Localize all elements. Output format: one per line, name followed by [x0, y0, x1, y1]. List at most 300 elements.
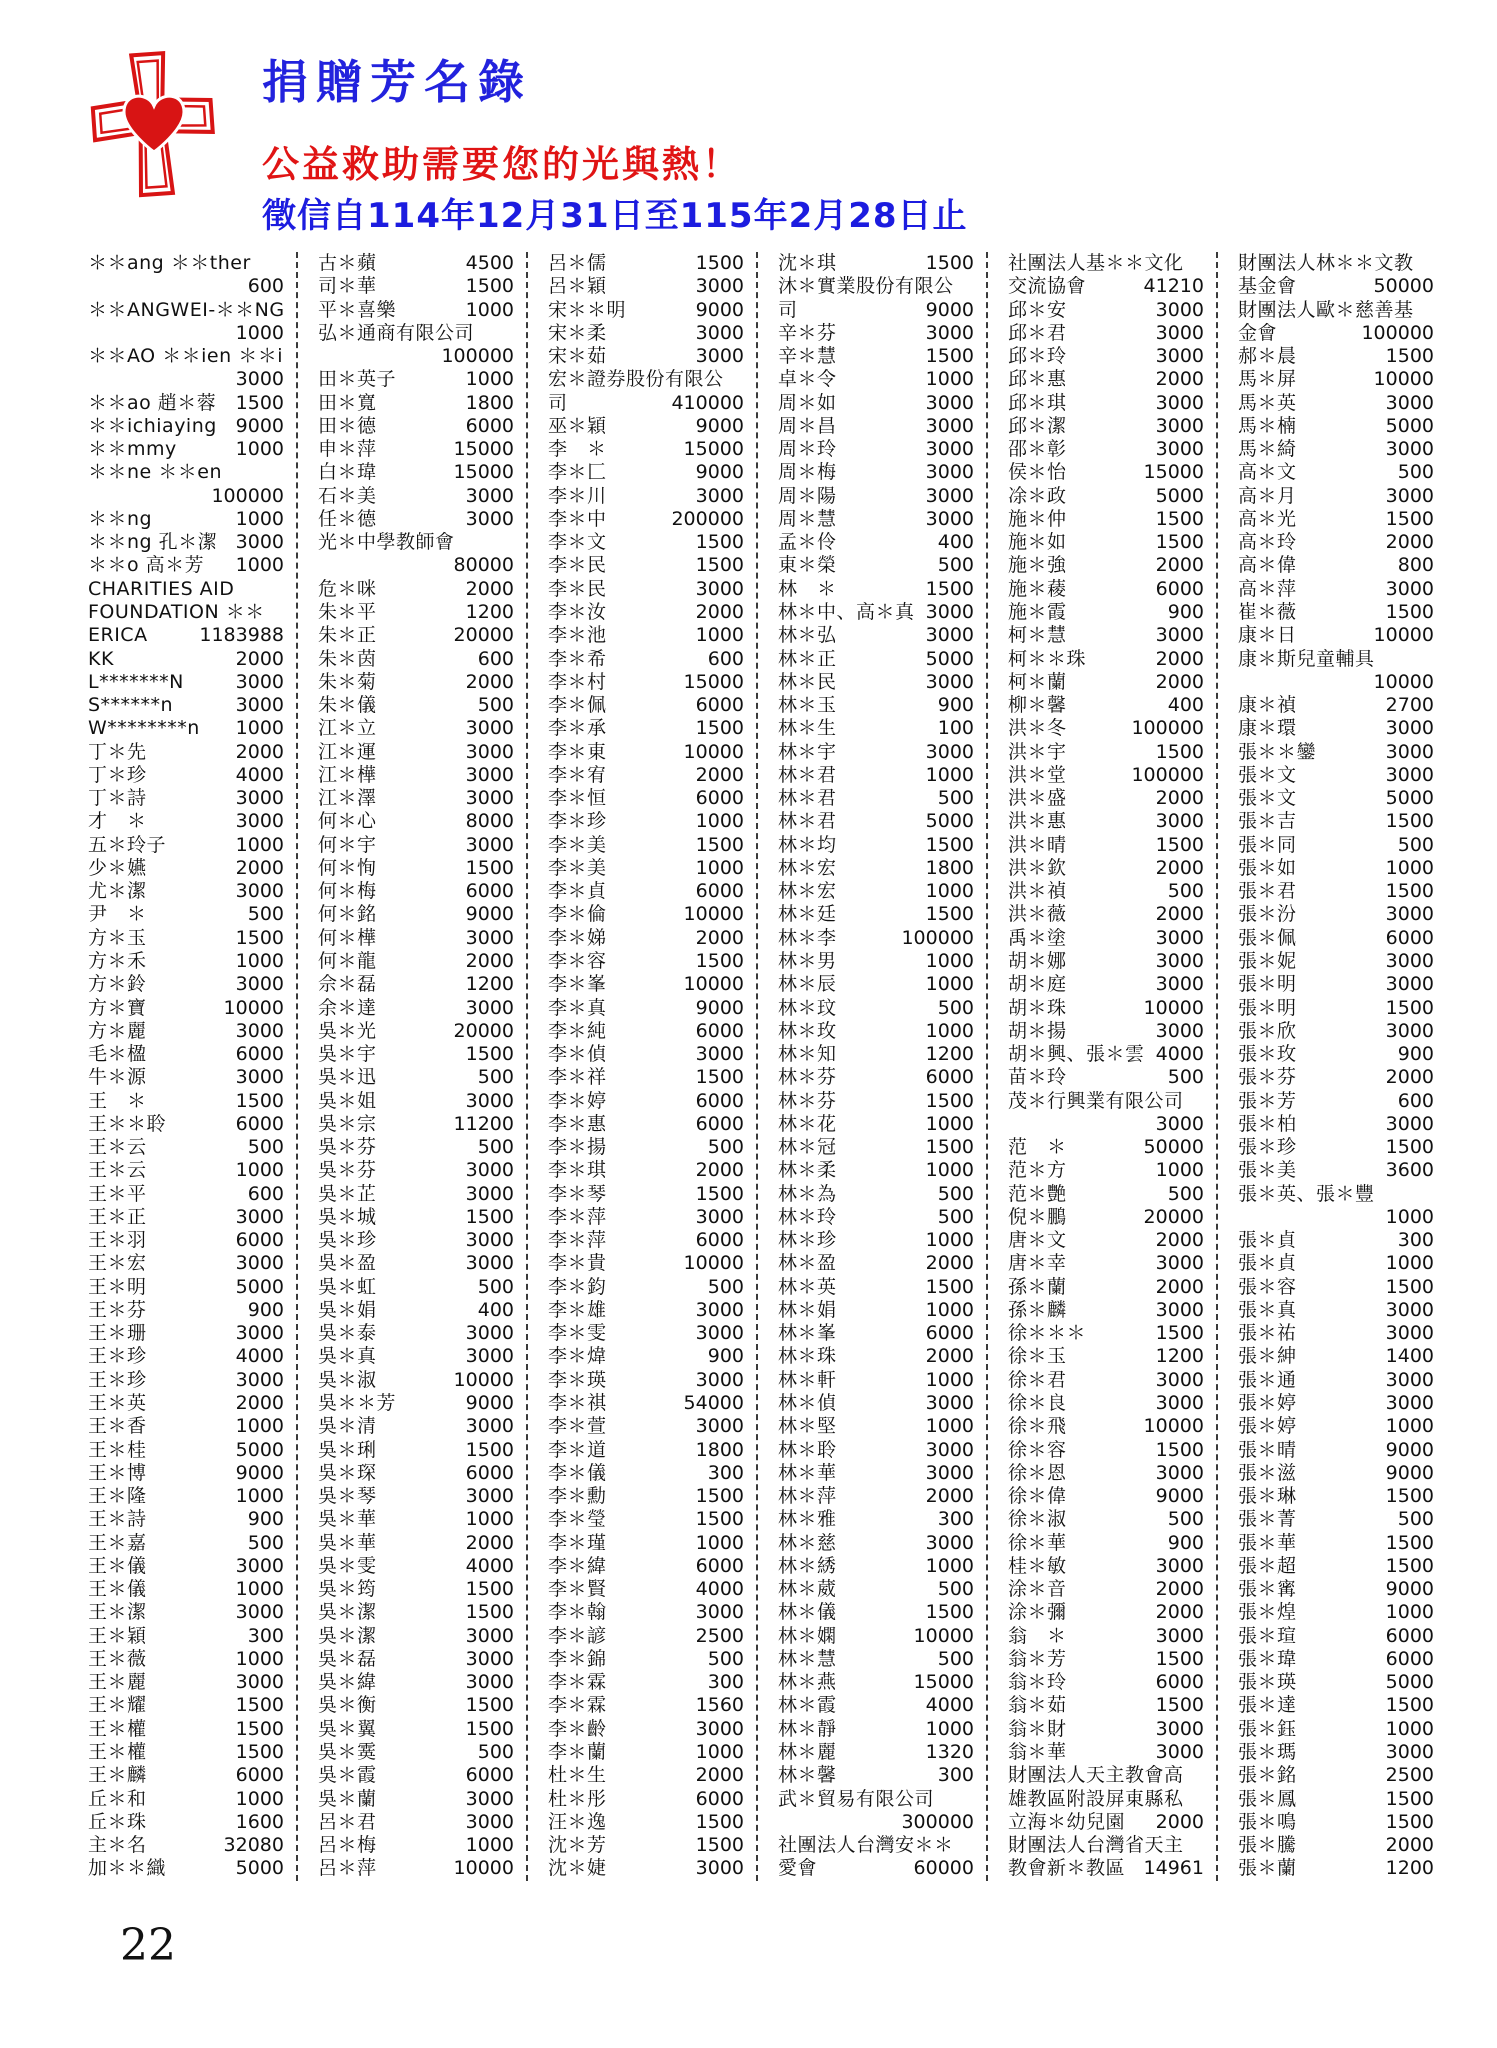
donor-row — [1238, 299, 1434, 322]
donor-row — [548, 1555, 744, 1578]
donor-name: 宋＊＊明 — [548, 298, 627, 321]
donor-row — [548, 1834, 744, 1857]
donor-name: 翁＊玲 — [1008, 1671, 1067, 1694]
donor-row — [778, 1252, 974, 1275]
donor-name: 李＊萍 — [548, 1229, 607, 1252]
donation-amount: 3000 — [1385, 903, 1434, 926]
donation-amount: 900 — [1167, 1531, 1204, 1554]
donor-row — [1008, 1485, 1204, 1508]
donation-amount: 3000 — [1155, 1112, 1204, 1135]
donor-name: 李＊勳 — [548, 1485, 607, 1508]
donation-amount: 9000 — [465, 1392, 514, 1415]
donor-name: 凃＊政 — [1008, 484, 1067, 507]
donor-row — [318, 601, 514, 624]
donation-amount: 5000 — [235, 1857, 284, 1880]
donor-name: 施＊強 — [1008, 554, 1067, 577]
donor-name: 張＊瑛 — [1238, 1671, 1297, 1694]
donation-amount: 500 — [247, 1136, 284, 1159]
donor-row — [88, 299, 284, 322]
donation-amount: 2000 — [925, 1485, 974, 1508]
donor-name: 張＊達 — [1238, 1694, 1297, 1717]
donation-amount: 10000 — [1373, 670, 1434, 693]
donor-row — [778, 787, 974, 810]
donor-name: 危＊咪 — [318, 577, 377, 600]
donor-row — [778, 717, 974, 740]
donor-name: 何＊宇 — [318, 833, 377, 856]
donation-amount: 3000 — [695, 1322, 744, 1345]
donation-amount: 3000 — [465, 1182, 514, 1205]
donation-amount: 1500 — [1155, 1322, 1204, 1345]
donor-row — [548, 601, 744, 624]
donation-amount: 10000 — [683, 740, 744, 763]
donor-name: 呂＊君 — [318, 1810, 377, 1833]
donor-row — [1238, 1090, 1434, 1113]
donation-amount: 1500 — [1385, 1554, 1434, 1577]
donor-row — [88, 1578, 284, 1601]
donor-name: 張＊貞 — [1238, 1252, 1297, 1275]
donor-row — [318, 1113, 514, 1136]
donation-amount: 3000 — [1155, 1392, 1204, 1415]
donation-amount: 3000 — [925, 670, 974, 693]
donor-row — [318, 834, 514, 857]
donation-amount: 4000 — [925, 1694, 974, 1717]
donor-name: 田＊英子 — [318, 368, 397, 391]
donor-name: 申＊萍 — [318, 438, 377, 461]
donation-amount: 3000 — [235, 1554, 284, 1577]
donor-row — [88, 694, 284, 717]
donor-row — [1008, 1229, 1204, 1252]
donor-name: 范＊艷 — [1008, 1182, 1067, 1205]
donor-name: 丁＊詩 — [88, 787, 147, 810]
donation-amount: 9000 — [695, 461, 744, 484]
donation-amount: 50000 — [1143, 1136, 1204, 1159]
donation-amount: 6000 — [235, 1764, 284, 1787]
donor-row — [1008, 1439, 1204, 1462]
donation-amount: 3000 — [695, 1043, 744, 1066]
donation-amount: 3000 — [925, 1438, 974, 1461]
donor-row — [1008, 1648, 1204, 1671]
donor-row — [1008, 252, 1204, 275]
donor-name: 吳＊芷 — [318, 1182, 377, 1205]
donor-row — [548, 764, 744, 787]
donor-name: 張＊明 — [1238, 973, 1297, 996]
donation-amount: 1500 — [925, 903, 974, 926]
donor-name: 孫＊蘭 — [1008, 1275, 1067, 1298]
donor-row — [1238, 1694, 1434, 1717]
donor-row — [778, 485, 974, 508]
donor-row — [778, 1811, 974, 1834]
donor-column-5 — [986, 252, 1204, 1881]
donation-amount: 5000 — [925, 810, 974, 833]
donor-name: 張＊柏 — [1238, 1112, 1297, 1135]
donor-row — [548, 741, 744, 764]
donor-row — [88, 554, 284, 577]
donor-row — [778, 1648, 974, 1671]
donor-name: 吳＊芬 — [318, 1159, 377, 1182]
donor-row — [1238, 461, 1434, 484]
donation-amount: 2000 — [695, 1764, 744, 1787]
donor-name: 張＊君 — [1238, 880, 1297, 903]
donor-name: 范＊方 — [1008, 1159, 1067, 1182]
donor-row — [318, 554, 514, 577]
donation-amount: 900 — [1397, 1043, 1434, 1066]
donor-name: 馬＊屏 — [1238, 368, 1297, 391]
donor-name: ＊＊o 高＊芳 — [88, 554, 205, 577]
donor-name: 張＊瑄 — [1238, 1624, 1297, 1647]
donation-amount: 900 — [1167, 600, 1204, 623]
donor-name: 張＊真 — [1238, 1298, 1297, 1321]
donor-row — [548, 1066, 744, 1089]
donor-name: 金會 — [1238, 321, 1278, 344]
donor-name: 胡＊興、張＊雲 — [1008, 1043, 1145, 1066]
donor-name: 王＊薇 — [88, 1647, 147, 1670]
donor-name: 柯＊慧 — [1008, 624, 1067, 647]
donor-name: 洪＊冬 — [1008, 717, 1067, 740]
donor-name: 林＊均 — [778, 833, 837, 856]
donation-amount: 60000 — [913, 1857, 974, 1880]
donation-amount: 3000 — [1155, 1717, 1204, 1740]
donor-row — [318, 1392, 514, 1415]
donation-amount: 3000 — [925, 438, 974, 461]
donor-name: 吳＊宇 — [318, 1043, 377, 1066]
donor-row — [1008, 1043, 1204, 1066]
donor-name: 林＊馨 — [778, 1764, 837, 1787]
donor-row — [318, 694, 514, 717]
donor-name: 林＊儀 — [778, 1601, 837, 1624]
donor-row — [1238, 764, 1434, 787]
donor-row — [1238, 1625, 1434, 1648]
donation-amount: 1000 — [925, 1019, 974, 1042]
donation-amount: 1000 — [1385, 1205, 1434, 1228]
donor-row — [88, 741, 284, 764]
donor-name: 社團法人台灣安＊＊ — [778, 1834, 954, 1857]
donor-row — [318, 1462, 514, 1485]
donor-name: 吳＊真 — [318, 1345, 377, 1368]
donor-name: 沐＊實業股份有限公 — [778, 275, 954, 298]
donor-row — [778, 1392, 974, 1415]
donor-row — [1238, 1648, 1434, 1671]
donor-name: 林＊聆 — [778, 1438, 837, 1461]
donor-row — [88, 275, 284, 298]
donor-row — [548, 554, 744, 577]
donation-amount: 500 — [937, 554, 974, 577]
donor-name: 李＊容 — [548, 949, 607, 972]
donation-amount: 15000 — [683, 438, 744, 461]
donor-row — [1008, 1834, 1204, 1857]
donor-row — [88, 787, 284, 810]
donor-row — [88, 1020, 284, 1043]
donation-amount: 3000 — [465, 740, 514, 763]
donor-name: 張＊明 — [1238, 996, 1297, 1019]
donor-name: 康＊環 — [1238, 717, 1297, 740]
donation-amount: 1000 — [925, 1298, 974, 1321]
donor-name: 洪＊欽 — [1008, 856, 1067, 879]
donor-row — [1008, 1392, 1204, 1415]
donation-amount: 1000 — [235, 1647, 284, 1670]
donor-row — [548, 1601, 744, 1624]
donation-amount: 1500 — [1385, 600, 1434, 623]
donor-name: 徐＊玉 — [1008, 1345, 1067, 1368]
donation-amount: 6000 — [695, 1019, 744, 1042]
donor-name: 李＊純 — [548, 1019, 607, 1042]
donor-name: 胡＊娜 — [1008, 949, 1067, 972]
donor-row — [88, 1415, 284, 1438]
donor-name: 林＊弘 — [778, 624, 837, 647]
donor-name: 李＊匚 — [548, 461, 607, 484]
donor-row — [1008, 1113, 1204, 1136]
donor-name: 李＊霖 — [548, 1671, 607, 1694]
donor-name: 邱＊安 — [1008, 298, 1067, 321]
donor-row — [548, 1764, 744, 1787]
donor-row — [548, 903, 744, 926]
donor-row — [778, 1788, 974, 1811]
donation-amount: 1000 — [465, 298, 514, 321]
donor-row — [548, 624, 744, 647]
donor-name: 高＊偉 — [1238, 554, 1297, 577]
donation-amount: 1500 — [235, 1694, 284, 1717]
donation-amount: 6000 — [235, 1229, 284, 1252]
donor-row — [1008, 624, 1204, 647]
donor-row — [1238, 554, 1434, 577]
donor-row — [88, 1648, 284, 1671]
donor-row — [88, 1555, 284, 1578]
donation-amount: 1200 — [465, 600, 514, 623]
donor-row — [88, 1788, 284, 1811]
donation-amount: 3000 — [1385, 1112, 1434, 1135]
donor-name: 李＊賢 — [548, 1578, 607, 1601]
donor-row — [778, 531, 974, 554]
donor-row — [548, 1625, 744, 1648]
donation-amount: 3000 — [235, 1019, 284, 1042]
donor-row — [548, 1229, 744, 1252]
donor-row — [1008, 857, 1204, 880]
donor-row — [1238, 741, 1434, 764]
donation-amount: 1500 — [695, 949, 744, 972]
donor-row — [88, 903, 284, 926]
donor-row — [1238, 1159, 1434, 1182]
donation-amount: 1000 — [925, 368, 974, 391]
donor-name: 林＊嫻 — [778, 1624, 837, 1647]
donor-name: 李＊真 — [548, 996, 607, 1019]
donor-row — [548, 1811, 744, 1834]
donation-amount: 500 — [477, 1066, 514, 1089]
donor-name: 田＊寬 — [318, 391, 377, 414]
donor-name: 張＊銘 — [1238, 1764, 1297, 1787]
donation-amount: 1000 — [1385, 1415, 1434, 1438]
donor-row — [318, 1276, 514, 1299]
donor-row — [778, 1857, 974, 1880]
donor-name: 辛＊芬 — [778, 321, 837, 344]
donor-row — [778, 1625, 974, 1648]
donor-name: 王＊＊聆 — [88, 1112, 167, 1135]
donor-row — [548, 299, 744, 322]
donor-name: 李＊祥 — [548, 1066, 607, 1089]
donor-name: 林 ＊ — [778, 577, 837, 600]
donor-name: 林＊雅 — [778, 1508, 837, 1531]
donation-amount: 3000 — [925, 624, 974, 647]
donor-name: 林＊燕 — [778, 1671, 837, 1694]
donor-row — [778, 973, 974, 996]
donor-name: 林＊玟 — [778, 996, 837, 1019]
donor-row — [318, 1625, 514, 1648]
donation-amount: 6000 — [695, 1089, 744, 1112]
donor-name: 林＊宇 — [778, 740, 837, 763]
donation-amount: 6000 — [1155, 577, 1204, 600]
donor-row — [778, 275, 974, 298]
donor-row — [548, 1136, 744, 1159]
donor-name: 張＊騰 — [1238, 1834, 1297, 1857]
donation-amount: 3000 — [1155, 298, 1204, 321]
donor-name: 林＊正 — [778, 647, 837, 670]
donation-amount: 3000 — [1155, 321, 1204, 344]
donor-row — [1238, 880, 1434, 903]
donor-row — [88, 857, 284, 880]
donor-row — [778, 415, 974, 438]
donor-row — [548, 508, 744, 531]
donation-amount: 3000 — [1385, 484, 1434, 507]
donor-name: ＊＊ng 孔＊潔 — [88, 531, 218, 554]
donor-row — [88, 1183, 284, 1206]
donor-row — [318, 927, 514, 950]
donation-amount: 1000 — [235, 717, 284, 740]
donor-row — [1238, 485, 1434, 508]
donor-row — [88, 1392, 284, 1415]
donation-amount: 3000 — [695, 345, 744, 368]
donation-amount: 100000 — [1361, 321, 1434, 344]
donation-amount: 10000 — [683, 973, 744, 996]
donor-row — [1238, 1601, 1434, 1624]
donor-row — [778, 1532, 974, 1555]
donor-name: 李＊恒 — [548, 787, 607, 810]
donor-row — [88, 531, 284, 554]
donor-name: 徐＊容 — [1008, 1438, 1067, 1461]
donation-amount: 8000 — [465, 810, 514, 833]
donor-name: 李＊煒 — [548, 1345, 607, 1368]
donation-amount: 1000 — [925, 949, 974, 972]
donor-row — [778, 1276, 974, 1299]
donor-row — [778, 1578, 974, 1601]
donor-row — [1008, 415, 1204, 438]
donation-amount: 3000 — [695, 484, 744, 507]
donation-amount: 3000 — [1385, 1392, 1434, 1415]
donor-name: 吳＊城 — [318, 1205, 377, 1228]
donation-amount: 1500 — [465, 1438, 514, 1461]
donor-name: 翁＊茹 — [1008, 1694, 1067, 1717]
donor-name: 王＊權 — [88, 1717, 147, 1740]
donation-amount: 1000 — [925, 763, 974, 786]
donation-amount: 3000 — [235, 694, 284, 717]
donor-name: 吳＊緯 — [318, 1671, 377, 1694]
donor-row — [1008, 345, 1204, 368]
donor-row — [778, 764, 974, 787]
donor-row — [318, 787, 514, 810]
donor-name: 洪＊盛 — [1008, 787, 1067, 810]
donation-amount: 2000 — [1155, 1810, 1204, 1833]
donation-amount: 2000 — [1155, 368, 1204, 391]
donor-name: 王＊珍 — [88, 1345, 147, 1368]
donor-row — [548, 1439, 744, 1462]
donation-amount: 3000 — [235, 670, 284, 693]
donor-name: 徐＊淑 — [1008, 1508, 1067, 1531]
donor-row — [548, 997, 744, 1020]
donor-row — [548, 973, 744, 996]
donor-row — [548, 1485, 744, 1508]
donor-row — [1238, 531, 1434, 554]
donation-amount: 500 — [477, 1741, 514, 1763]
donor-name: 邱＊惠 — [1008, 368, 1067, 391]
donor-row — [548, 1113, 744, 1136]
donor-name: 吳＊＊芳 — [318, 1392, 397, 1415]
donation-amount: 2000 — [235, 1392, 284, 1415]
donor-row — [778, 1066, 974, 1089]
donor-name: 張＊祐 — [1238, 1322, 1297, 1345]
donor-row — [318, 1322, 514, 1345]
donation-amount: 3000 — [465, 1322, 514, 1345]
donation-amount: 100000 — [901, 926, 974, 949]
donation-amount: 2000 — [1155, 856, 1204, 879]
donation-amount: 1500 — [1385, 1136, 1434, 1159]
donor-name: 朱＊平 — [318, 600, 377, 623]
donation-amount: 3000 — [1155, 345, 1204, 368]
donor-row — [318, 1532, 514, 1555]
donation-amount: 2000 — [1385, 1834, 1434, 1857]
donor-name: 朱＊菊 — [318, 670, 377, 693]
donor-row — [1008, 508, 1204, 531]
donation-amount: 3000 — [465, 717, 514, 740]
donation-amount: 3000 — [1155, 1624, 1204, 1647]
donor-row — [1008, 1369, 1204, 1392]
donor-row — [778, 368, 974, 391]
donor-row — [1238, 1392, 1434, 1415]
donation-amount: 600 — [477, 647, 514, 670]
donor-row — [1238, 787, 1434, 810]
donor-name: 張＊琳 — [1238, 1485, 1297, 1508]
donor-row — [318, 880, 514, 903]
donor-name: 何＊龍 — [318, 949, 377, 972]
donor-name: 林＊柔 — [778, 1159, 837, 1182]
donor-name: 唐＊文 — [1008, 1229, 1067, 1252]
donor-name: 桂＊敏 — [1008, 1554, 1067, 1577]
donor-row — [1008, 671, 1204, 694]
donor-column-4 — [756, 252, 974, 1881]
donor-name: 張＊汾 — [1238, 903, 1297, 926]
donor-name: 張＊佩 — [1238, 926, 1297, 949]
donor-name: 丘＊珠 — [88, 1810, 147, 1833]
donor-row — [1008, 694, 1204, 717]
donor-row — [1238, 857, 1434, 880]
donation-amount: 3000 — [465, 484, 514, 507]
donor-name: 吳＊淑 — [318, 1368, 377, 1391]
donor-name: 丁＊珍 — [88, 763, 147, 786]
donor-row — [778, 1159, 974, 1182]
donor-row — [778, 1694, 974, 1717]
donor-name: 洪＊禎 — [1008, 880, 1067, 903]
donor-name: 林＊君 — [778, 810, 837, 833]
donor-row — [778, 438, 974, 461]
donor-name: 李＊東 — [548, 740, 607, 763]
donor-row — [778, 997, 974, 1020]
donor-row — [318, 392, 514, 415]
donation-amount: 1500 — [1155, 740, 1204, 763]
donor-row — [88, 1206, 284, 1229]
donation-amount: 54000 — [683, 1392, 744, 1415]
donor-name: 王＊桂 — [88, 1438, 147, 1461]
donor-row — [1238, 345, 1434, 368]
donor-name: 范 ＊ — [1008, 1136, 1067, 1159]
donor-name: 朱＊正 — [318, 624, 377, 647]
donation-amount: 2000 — [1155, 903, 1204, 926]
donor-row — [318, 648, 514, 671]
